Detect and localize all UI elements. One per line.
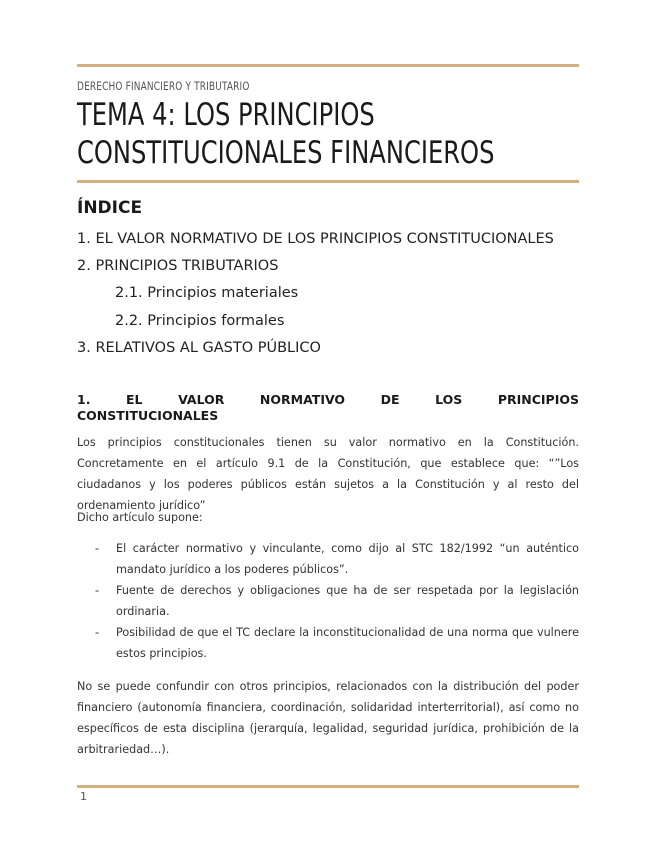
bullet-dash: - <box>95 542 100 555</box>
paragraph: No se puede confundir con otros principios, relacionados con la distribución del poder financiero (autonomía financiera, coordinación, solidaridad interterritorial), así como no específicos de esta disciplina (jerarquía, legalidad, seguridad jurídica, prohibición de la arbitrariedad…). <box>77 680 579 756</box>
top-rule <box>77 64 579 67</box>
bullet-list <box>77 538 579 664</box>
title-rule <box>77 180 579 183</box>
list-item-text: Fuente de derechos y obligaciones que ha de ser respetada por la legislación ordinaria. <box>116 584 579 618</box>
page-title: TEMA 4: LOS PRINCIPIOS CONSTITUCIONALES FINANCIEROS <box>77 97 495 171</box>
index-subitem: 2.2. Principios formales <box>115 312 285 329</box>
paragraph: Los principios constitucionales tienen su valor normativo en la Constitución. Concretamente en el artículo 9.1 de la Constitución, que establece que: “”Los ciudadanos y los poderes públicos están sujetos a la Constitución y al resto del ordenamiento jurídico” <box>77 436 579 512</box>
list-item <box>77 538 579 580</box>
page-number: 1 <box>80 790 87 803</box>
list-item <box>77 580 579 622</box>
paragraph: Dicho artículo supone: <box>77 511 203 524</box>
section-heading-line2: CONSTITUCIONALES <box>77 408 219 423</box>
index-heading: ÍNDICE <box>77 198 143 218</box>
index-list <box>77 226 597 362</box>
index-subitem: 2.1. Principios materiales <box>115 285 299 302</box>
list-item <box>77 622 579 664</box>
index-item: 3. RELATIVOS AL GASTO PÚBLICO <box>77 339 321 356</box>
bullet-dash: - <box>95 626 100 639</box>
list-item-text: Posibilidad de que el TC declare la inconstitucionalidad de una norma que vulnere estos principios. <box>116 626 579 660</box>
index-item: 1. EL VALOR NORMATIVO DE LOS PRINCIPIOS CONSTITUCIONALES <box>77 231 554 247</box>
index-item: 2. PRINCIPIOS TRIBUTARIOS <box>77 258 279 275</box>
list-item-text: El carácter normativo y vinculante, como dijo al STC 182/1992 “un auténtico mandato jurídico a los poderes públicos”. <box>116 542 579 576</box>
footer-rule <box>77 785 579 788</box>
subject-label: DERECHO FINANCIERO Y TRIBUTARIO <box>77 79 250 93</box>
section-heading <box>77 392 579 424</box>
section-heading-line1: 1. EL VALOR NORMATIVO DE LOS PRINCIPIOS <box>77 392 579 407</box>
bullet-dash: - <box>95 584 100 597</box>
